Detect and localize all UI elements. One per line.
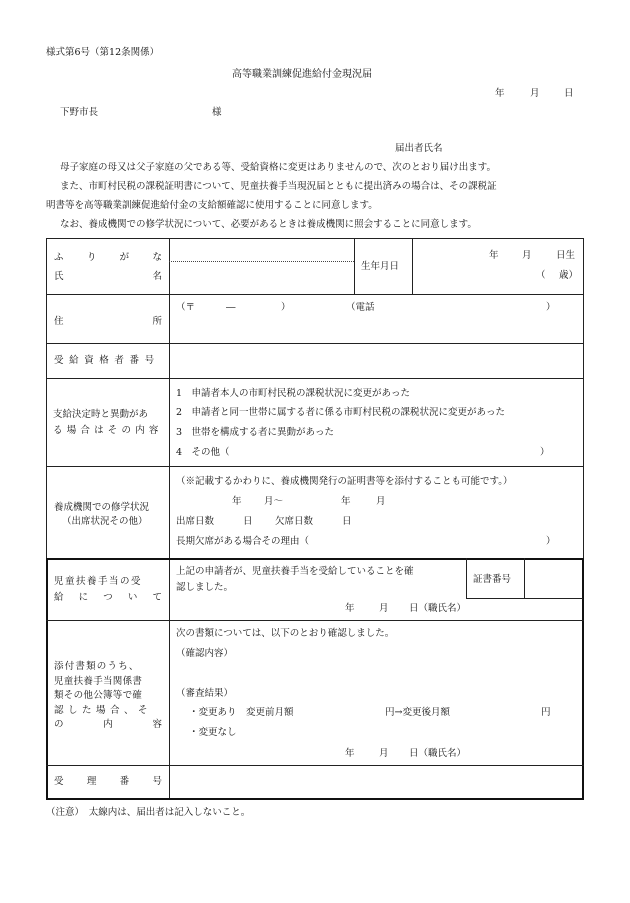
- postal-close: ）: [281, 302, 291, 313]
- intro-line-1: 母子家庭の母又は父子家庭の父である等、受給資格に変更はありませんので、次のとおり届け出ます。: [60, 162, 497, 173]
- attach-label-3: 類その他公簿等で確: [54, 690, 143, 701]
- study-label-2: （出席状況その他）: [62, 516, 148, 527]
- honorific: 様: [212, 107, 222, 118]
- intro-line-4: なお、養成機関での修学状況について、必要があるときは養成機関に照会することに同意します。: [60, 219, 477, 230]
- attendance-label: 出席日数: [176, 516, 215, 527]
- addressee: 下野市長: [60, 107, 99, 118]
- furigana-dotted-line: [169, 261, 354, 262]
- attach-confirm: （確認内容）: [176, 648, 234, 659]
- child-text-2: 認しました。: [176, 582, 234, 593]
- age-open: （: [536, 270, 546, 281]
- name-label: 氏 名: [54, 271, 162, 282]
- change-item-1: 1 申請者本人の市町村民税の課税状況に変更があった: [176, 388, 410, 399]
- birth-label-left: [354, 238, 355, 294]
- absence-day: 日: [342, 516, 352, 527]
- change-item-4-close: ）: [540, 447, 550, 458]
- thick-block-left: [46, 558, 48, 800]
- submitter-label: 届出者氏名: [395, 143, 443, 154]
- change-item-2: 2 申請者と同一世帯に属する者に係る市町村民税の課税状況に変更があった: [176, 407, 505, 418]
- change-item-3: 3 世帯を構成する者に異動があった: [176, 427, 334, 438]
- birth-label-right: [412, 238, 413, 294]
- attach-label-4: 認した場合、そ: [54, 705, 153, 716]
- row-divider-attach: [46, 765, 584, 766]
- intro-line-2: また、市町村民税の課税証明書について、児童扶養手当現況届とともに提出済みの場合は、その課税証: [60, 181, 497, 192]
- row-divider-child: [46, 620, 584, 621]
- table-border-right-upper: [583, 238, 584, 559]
- child-date-year: 年: [345, 603, 355, 614]
- attach-date-day: 日（職氏名）: [409, 748, 467, 759]
- footnote: （注意） 太線内は、届出者は記入しないこと。: [46, 807, 251, 818]
- row-divider-address: [46, 343, 584, 344]
- cert-box-mid: [524, 558, 525, 599]
- attendance-day: 日: [243, 516, 253, 527]
- postal-dash: ―: [226, 302, 236, 313]
- thick-block-right: [582, 558, 584, 800]
- child-date-day: 日（職氏名）: [409, 603, 467, 614]
- study-month-2: 月: [376, 496, 386, 507]
- change-label-2: る場合はその内容: [53, 425, 163, 436]
- long-absence-close: ）: [546, 536, 556, 547]
- receipt-label: 受 理 番 号: [54, 776, 162, 787]
- attach-date-year: 年: [345, 748, 355, 759]
- attach-change-yes: ・変更あり 変更前月額: [189, 707, 294, 718]
- address-label: 住 所: [54, 316, 162, 327]
- long-absence-label: 長期欠席がある場合その理由（: [176, 536, 310, 547]
- change-label-1: 支給決定時と異動があ: [53, 409, 149, 420]
- attach-text-1: 次の書類については、以下のとおり確認しました。: [176, 628, 395, 639]
- absence-label: 欠席日数: [275, 516, 314, 527]
- attach-label-1: 添付書類のうち、: [54, 661, 140, 672]
- attach-yen: 円: [541, 707, 551, 718]
- attach-date-month: 月: [379, 748, 389, 759]
- thick-block-bottom: [46, 798, 584, 800]
- birth-month: 月: [522, 250, 532, 261]
- cert-box-bottom: [466, 598, 583, 599]
- row-divider-change: [46, 466, 584, 467]
- child-text-1: 上記の申請者が、児童扶養手当を受給していることを確: [176, 566, 414, 577]
- study-year-1: 年: [232, 496, 242, 507]
- age-close: 歳）: [559, 270, 579, 281]
- attach-change-no: ・変更なし: [189, 727, 237, 738]
- table-border-left-upper: [46, 238, 47, 559]
- attach-review: （審査結果）: [176, 688, 234, 699]
- table-top: [46, 238, 584, 239]
- attach-label-2: 児童扶養手当関係書: [54, 676, 143, 687]
- row-divider-eligibility: [46, 378, 584, 379]
- date-day: 日: [564, 88, 574, 99]
- child-label-2: 給 に つ い て: [54, 592, 162, 603]
- thick-block-top: [46, 558, 584, 560]
- cert-box-left: [466, 558, 467, 599]
- intro-line-3: 明書等を高等職業訓練促進給付金の支給額確認に使用することに同意します。: [46, 200, 378, 211]
- change-item-4: 4 その他（: [176, 447, 230, 458]
- study-month-1: 月～: [264, 496, 284, 507]
- furigana-label: ふ り が な: [54, 252, 162, 263]
- phone-label: （電話: [346, 302, 375, 313]
- eligibility-label: 受給資格者番号: [54, 355, 160, 366]
- cert-label: 証書番号: [473, 574, 512, 585]
- date-month: 月: [530, 88, 540, 99]
- birth-year: 年: [489, 250, 499, 261]
- label-column-divider: [169, 238, 170, 799]
- child-label-1: 児童扶養手当の受: [54, 576, 143, 587]
- study-year-2: 年: [341, 496, 351, 507]
- birth-day: 日生: [556, 250, 576, 261]
- birth-label: 生年月日: [361, 261, 400, 272]
- attach-yen-arrow: 円→変更後月額: [385, 707, 450, 718]
- page-title: 高等職業訓練促進給付金現況届: [232, 69, 372, 80]
- study-note: （※記載するかわりに、養成機関発行の証明書等を添付することも可能です。）: [176, 476, 513, 487]
- child-date-month: 月: [379, 603, 389, 614]
- form-number: 様式第6号（第12条関係）: [46, 47, 160, 58]
- date-year: 年: [495, 88, 505, 99]
- phone-close: ）: [546, 302, 556, 313]
- study-label-1: 養成機関での修学状況: [54, 502, 150, 513]
- attach-label-5: の 内 容: [54, 719, 162, 730]
- postal-open: （〒: [176, 302, 196, 313]
- row-divider-name: [46, 294, 584, 295]
